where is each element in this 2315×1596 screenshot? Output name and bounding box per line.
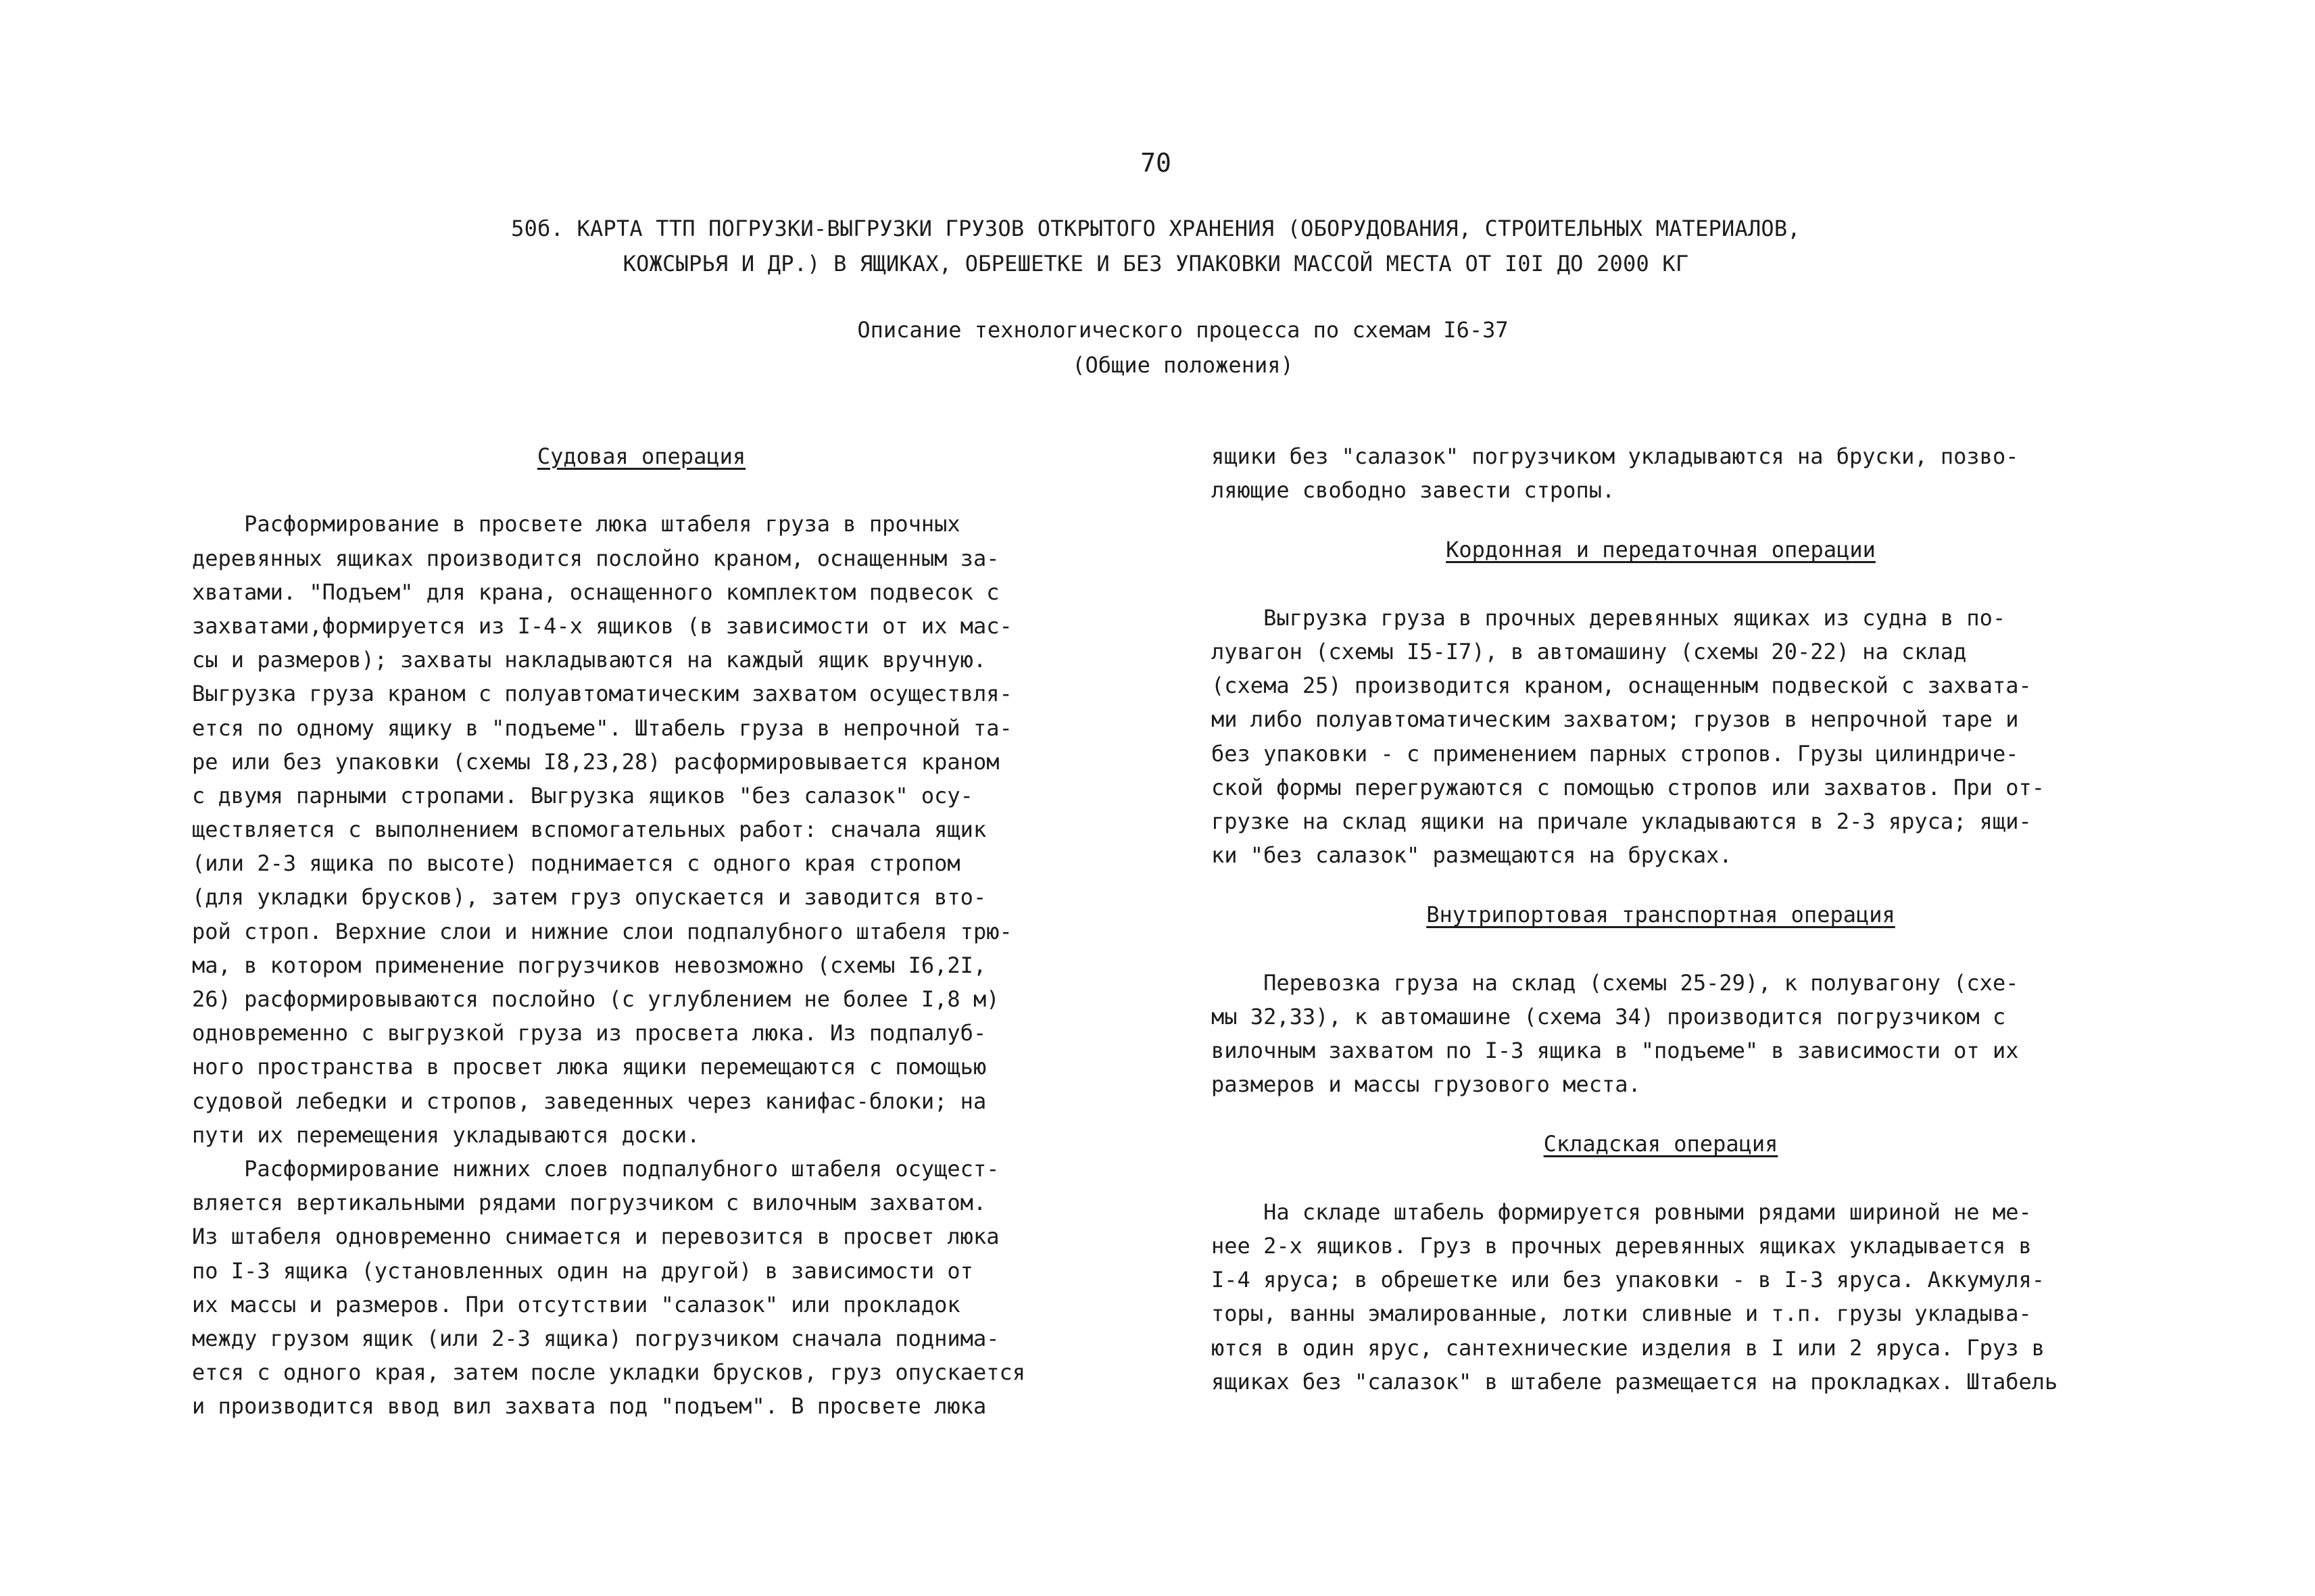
spacer [1211, 1161, 2110, 1195]
text-line: вляется вертикальными рядами погрузчиком с вилочным захватом. [192, 1190, 987, 1216]
section-heading-intraport-transport: Внутрипортовая транспортная операция [1426, 902, 1895, 928]
left-column [192, 439, 1091, 1423]
spacer [1211, 1101, 2110, 1127]
text-line: ются в один ярус, сантехнические изделия в I или 2 яруса. Груз в [1211, 1334, 2045, 1361]
section-heading-warehouse-operation: Складская операция [1543, 1131, 1778, 1157]
spacer [1211, 567, 2110, 601]
text-line: I-4 яруса; в обрешетке или без упаковки - в I-3 яруса. Аккумуля- [1211, 1267, 2045, 1293]
text-line: сы и размеров); захваты накладываются на каждый ящик вручную. [192, 647, 987, 673]
text-line: судовой лебедки и стропов, заведенных через канифас-блоки; на [192, 1088, 987, 1114]
spacer [192, 473, 1091, 507]
text-line: ется с одного края, затем после укладки брусков, груз опускается [192, 1359, 1025, 1386]
text-line: ящиках без "салазок" в штабеле размещается на прокладках. Штабель [1211, 1368, 2058, 1395]
text-line: Расформирование в просвете люка штабеля груза в прочных [192, 511, 960, 537]
text-line: деревянных ящиках производится послойно краном, оснащенным за- [192, 545, 1000, 571]
text-line: их массы и размеров. При отсутствии "салазок" или прокладок [192, 1291, 960, 1317]
text-line: 26) расформировываются послойно (с углублением не более I,8 м) [192, 986, 1000, 1012]
left-column-body [192, 507, 1091, 1423]
page-number: 70 [1140, 148, 1171, 178]
text-line: (схема 25) производится краном, оснащенным подвеской с захвата- [1211, 673, 2032, 699]
text-line: нее 2-х ящиков. Груз в прочных деревянных ящиках укладывается в [1211, 1232, 2032, 1259]
text-line: ящики без "салазок" погрузчиком укладываются на бруски, позво- [1211, 443, 2019, 469]
document-title-line-1: 50б. КАРТА ТТП ПОГРУЗКИ-ВЫГРУЗКИ ГРУЗОВ ОТКРЫТОГО ХРАНЕНИЯ (ОБОРУДОВАНИЯ, СТРОИТЕЛЬНЫХ МАТЕРИАЛОВ, [511, 216, 1801, 241]
text-line: рой строп. Верхние слои и нижние слои подпалубного штабеля трю- [192, 918, 1013, 944]
document-title-line-2: КОЖСЫРЬЯ И ДР.) В ЯЩИКАХ, ОБРЕШЕТКЕ И БЕЗ УПАКОВКИ МАССОЙ МЕСТА ОТ I0I ДО 2000 КГ [623, 251, 1689, 276]
text-line: одновременно с выгрузкой груза из просвета люка. Из подпалуб- [192, 1020, 987, 1046]
text-line: ществляется с выполнением вспомогательных работ: сначала ящик [192, 817, 987, 843]
spacer [1211, 507, 2110, 533]
text-line: На складе штабель формируется ровными рядами шириной не ме- [1211, 1199, 2032, 1225]
subtitle-line-1: Описание технологического процесса по схемам I6-37 [857, 317, 1509, 343]
spacer [1211, 932, 2110, 965]
text-line: по I-3 ящика (установленных один на другой) в зависимости от [192, 1257, 973, 1284]
text-line: (для укладки брусков), затем груз опускается и заводится вто- [192, 884, 987, 911]
text-line: между грузом ящик (или 2-3 ящика) погрузчиком сначала поднима- [192, 1325, 1000, 1351]
spacer [1211, 872, 2110, 898]
section-heading-cordon-operation: Кордонная и передаточная операции [1446, 537, 1876, 563]
text-line: Перевозка груза на склад (схемы 25-29), к полувагону (схе- [1211, 969, 2019, 996]
text-line: захватами,формируется из I-4-х ящиков (в зависимости от их мас- [192, 612, 1013, 639]
text-line: Расформирование нижних слоев подпалубного штабеля осущест- [192, 1155, 1000, 1182]
text-line: пути их перемещения укладываются доски. [192, 1121, 700, 1148]
text-line: ма, в котором применение погрузчиков невозможно (схемы I6,2I, [192, 952, 987, 978]
text-line: вилочным захватом по I-3 ящика в "подъеме" в зависимости от их [1211, 1038, 2019, 1063]
text-line: ми либо полуавтоматическим захватом; грузов в непрочной таре и [1211, 706, 2019, 733]
text-line: ется по одному ящику в "подъеме". Штабель груза в непрочной та- [192, 715, 1013, 741]
text-line: без упаковки - с применением парных стропов. Грузы цилиндриче- [1211, 740, 2019, 767]
text-line: ре или без упаковки (схемы I8,23,28) расформировывается краном [192, 748, 1000, 775]
document-title [379, 211, 1933, 281]
text-line: ки "без салазок" размещаются на брусках. [1211, 842, 1732, 869]
text-line: ской формы перегружаются с помощью стропов или захватов. При от- [1211, 774, 2045, 800]
text-line: мы 32,33), к автомашине (схема 34) производится погрузчиком с [1211, 1003, 2006, 1030]
text-line: (или 2-3 ящика по высоте) поднимается с одного края стропом [192, 850, 960, 877]
text-line: размеров и массы грузового места. [1211, 1071, 1641, 1098]
text-line: грузке на склад ящики на причале укладываются в 2-3 яруса; ящи- [1211, 808, 2032, 834]
document-subtitle [744, 312, 1622, 383]
section-heading-ship-operation: Судовая операция [537, 443, 746, 469]
text-line: с двумя парными стропами. Выгрузка ящиков "без салазок" осу- [192, 782, 973, 808]
text-line: ного пространства в просвет люка ящики перемещаются с помощью [192, 1054, 987, 1080]
text-line: хватами. "Подъем" для крана, оснащенного комплектом подвесок с [192, 579, 1000, 605]
text-line: и производится ввод вил захвата под "подъем". В просвете люка [192, 1393, 987, 1420]
text-line: лувагон (схемы I5-I7), в автомашину (схемы 20-22) на склад [1211, 638, 1967, 664]
text-line: Выгрузка груза в прочных деревянных ящиках из судна в по- [1211, 604, 2006, 631]
text-line: торы, ванны эмалированные, лотки сливные и т.п. грузы укладыва- [1211, 1301, 2032, 1327]
subtitle-line-2: (Общие положения) [1072, 352, 1294, 378]
text-line: ляющие свободно завести стропы. [1211, 477, 1615, 504]
text-line: Выгрузка груза краном с полуавтоматическим захватом осуществля- [192, 681, 1013, 707]
right-column [1211, 439, 2110, 1399]
text-line: Из штабеля одновременно снимается и перевозится в просвет люка [192, 1224, 1000, 1250]
